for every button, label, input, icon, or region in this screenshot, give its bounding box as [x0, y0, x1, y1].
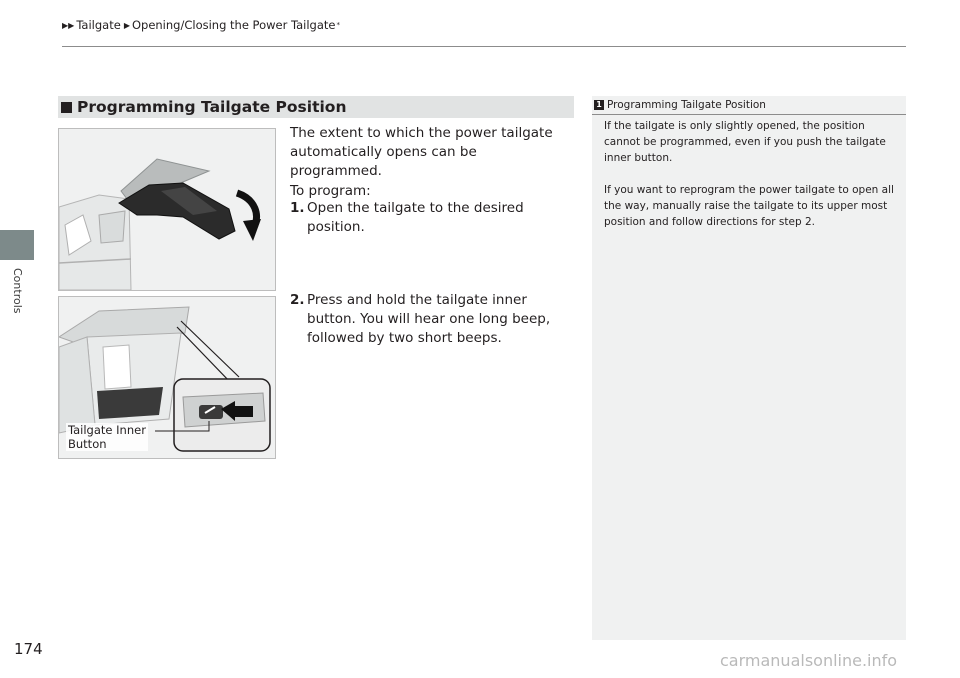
figure-callout-label [66, 423, 148, 451]
note-paragraph-2: If you want to reprogram the power tailgate to open all the way, manually raise the tailgate to its upper most position and follow directions for step 2. [604, 184, 894, 228]
step-number: 1. [290, 200, 305, 216]
note-header [592, 96, 906, 115]
note-body [604, 118, 900, 246]
to-program-heading: To program: [290, 183, 371, 199]
side-section-label: Controls [11, 268, 24, 314]
step-1 [290, 199, 575, 237]
section-title: Programming Tailgate Position [77, 98, 347, 116]
step-2 [290, 291, 575, 348]
step-text: Open the tailgate to the desired position. [307, 200, 524, 235]
header-divider [62, 46, 906, 47]
breadcrumb-arrow-icon: ▶ [123, 20, 130, 30]
step-text: Press and hold the tailgate inner button. You will hear one long beep, followed by two short beeps. [307, 292, 551, 346]
breadcrumb-arrow-icon: ▶▶ [62, 20, 75, 30]
section-square-icon [61, 102, 72, 113]
tailgate-open-illustration [58, 128, 276, 291]
section-header [58, 96, 574, 118]
breadcrumb-item-power-tailgate[interactable]: Opening/Closing the Power Tailgate [131, 18, 336, 32]
step-number: 2. [290, 292, 305, 308]
side-tab-marker [0, 230, 34, 260]
intro-paragraph: The extent to which the power tailgate automatically opens can be programmed. [290, 125, 553, 179]
breadcrumb-item-tailgate[interactable]: Tailgate [76, 18, 121, 32]
breadcrumb [62, 18, 340, 32]
note-title: Programming Tailgate Position [607, 99, 766, 111]
callout-line-2: Button [68, 437, 107, 451]
callout-line-1: Tailgate Inner [68, 423, 146, 437]
tailgate-inner-button-illustration [58, 296, 276, 459]
watermark: carmanualsonline.info [720, 651, 898, 670]
page-number: 174 [14, 640, 43, 658]
breadcrumb-asterisk: * [336, 21, 340, 29]
note-paragraph-1: If the tailgate is only slightly opened, the position cannot be programmed, even if you push the tailgate inner button. [604, 120, 886, 164]
note-reference-icon: 1 [594, 100, 604, 110]
side-note-panel [592, 96, 906, 640]
